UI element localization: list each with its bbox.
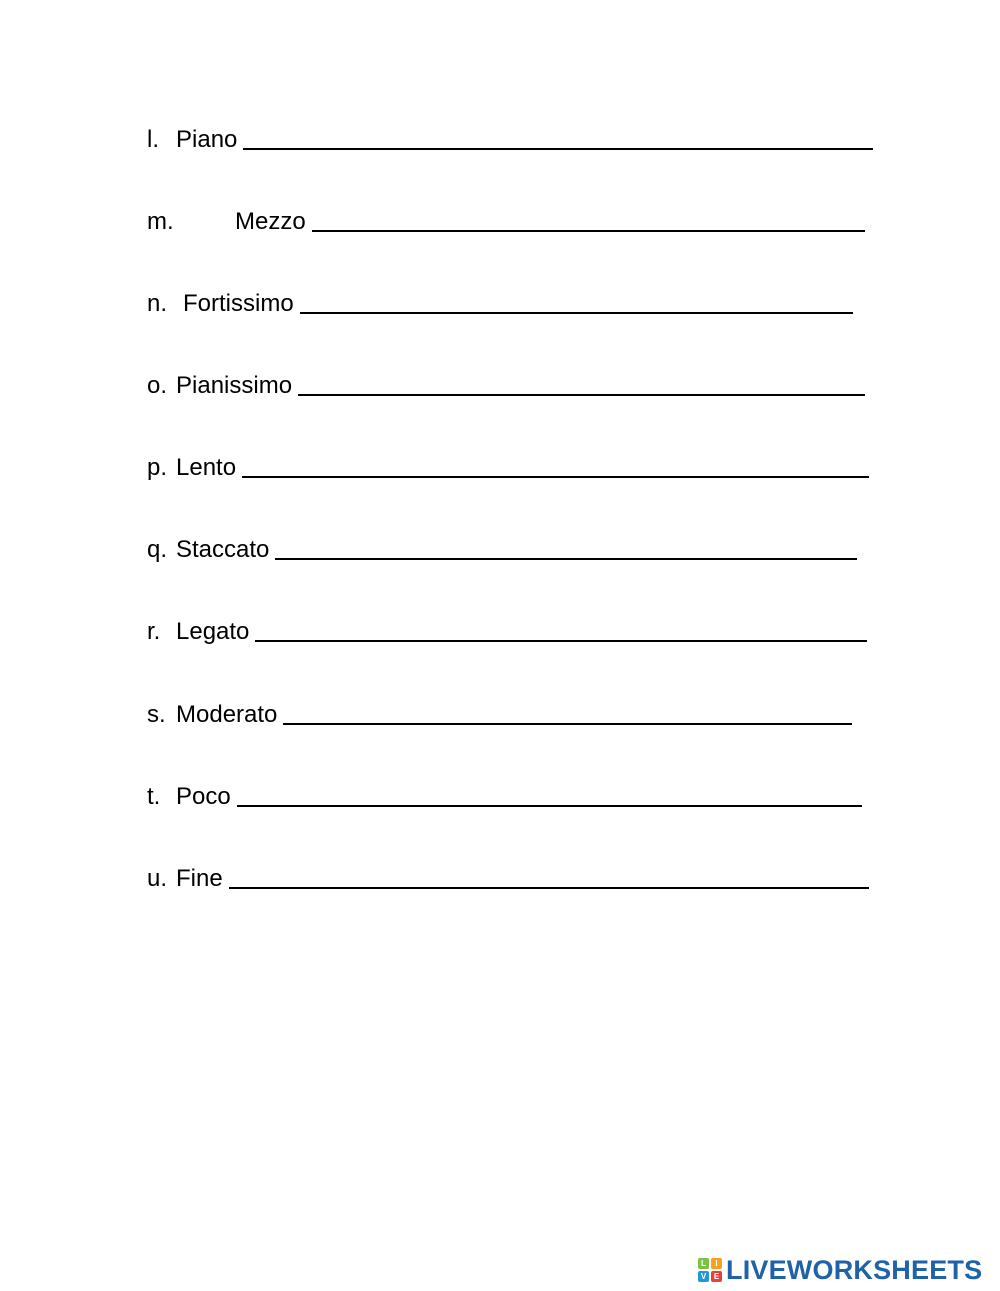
- logo-block: L: [698, 1258, 709, 1269]
- answer-line-o: [147, 364, 865, 398]
- item-letter: p.: [147, 454, 168, 481]
- logo-block: I: [711, 1258, 722, 1269]
- answer-line-t: [147, 775, 862, 809]
- item-term: Staccato: [176, 536, 270, 563]
- item-letter: u.: [147, 865, 168, 892]
- item-letter: l.: [147, 126, 159, 153]
- answer-line-p: [147, 446, 869, 480]
- item-term: Fortissimo: [183, 290, 294, 317]
- answer-blank[interactable]: [242, 476, 869, 478]
- item-term: Pianissimo: [176, 372, 293, 399]
- answer-blank[interactable]: [298, 394, 865, 396]
- answer-blank[interactable]: [255, 640, 867, 642]
- item-letter: m.: [147, 208, 174, 235]
- item-term: Lento: [176, 454, 237, 481]
- answer-line-m: [147, 200, 865, 234]
- answer-blank[interactable]: [229, 887, 869, 889]
- answer-blank[interactable]: [237, 805, 862, 807]
- item-term: Moderato: [176, 701, 278, 728]
- item-letter: n.: [147, 290, 168, 317]
- item-letter: o.: [147, 372, 168, 399]
- answer-blank[interactable]: [312, 230, 865, 232]
- answer-line-l: [147, 118, 873, 152]
- item-term: Fine: [176, 865, 223, 892]
- item-letter: s.: [147, 701, 166, 728]
- answer-blank[interactable]: [300, 312, 853, 314]
- item-term: Piano: [176, 126, 238, 153]
- item-term: Poco: [176, 783, 231, 810]
- answer-blank[interactable]: [275, 558, 857, 560]
- logo-block: V: [698, 1271, 709, 1282]
- logo-block: E: [711, 1271, 722, 1282]
- answer-line-s: [147, 693, 852, 727]
- answer-line-u: [147, 857, 869, 891]
- item-term: Mezzo: [235, 208, 306, 235]
- item-letter: r.: [147, 618, 161, 645]
- liveworksheets-logo: [698, 1255, 982, 1285]
- item-letter: q.: [147, 536, 168, 563]
- answer-line-q: [147, 528, 857, 562]
- item-term: Legato: [176, 618, 250, 645]
- logo-blocks-icon: [698, 1258, 722, 1282]
- answer-blank[interactable]: [283, 723, 852, 725]
- answer-line-r: [147, 610, 867, 644]
- brand-name: LIVEWORKSHEETS: [726, 1254, 983, 1285]
- answer-line-n: [147, 282, 853, 316]
- answer-blank[interactable]: [243, 148, 873, 150]
- item-letter: t.: [147, 783, 161, 810]
